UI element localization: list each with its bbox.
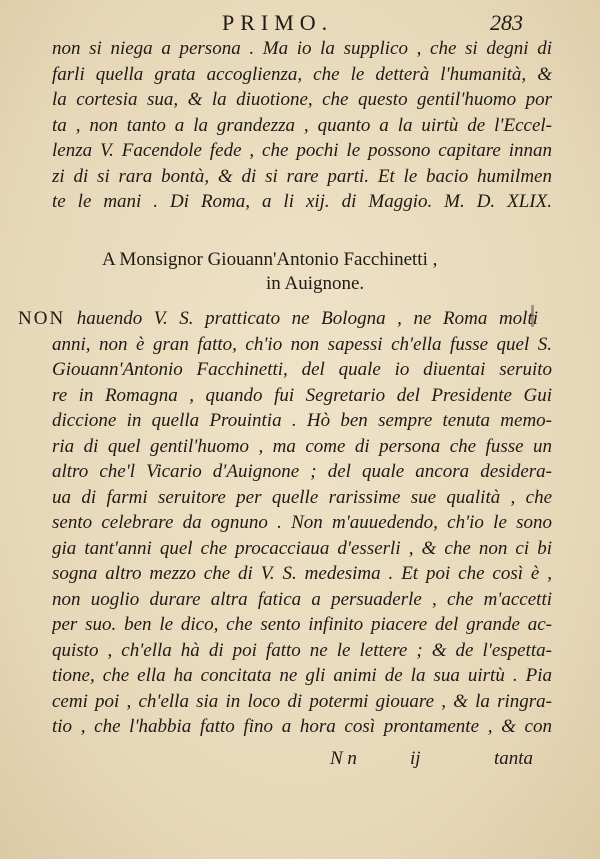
text-line: zi di si rara bontà, & di si rare parti. Et le bacio humilmen <box>52 165 552 187</box>
previous-letter-end <box>52 36 552 215</box>
text-line: anni, non è gran fatto, ch'io non sapessi ch'ella fusse quel S. <box>52 333 552 355</box>
signature-number: ij <box>410 748 421 769</box>
text-line: per suo. ben le dico, che sento infinito piacere del grande ac- <box>52 614 552 635</box>
text-line: ta , non tanto a la grandezza , quanto a la uirtù de l'Eccel- <box>52 114 552 136</box>
text-line: gia tant'anni quel che procacciaua d'esserli , & che non ci bi <box>52 537 552 559</box>
letter-opening-word: NON <box>18 308 66 329</box>
text-line: ua di farmi seruitore per quelle rarissime sue qualità , che <box>52 486 552 508</box>
letter-heading <box>0 248 600 296</box>
text-line: tione, che ella ha concitata ne gli animi de la sua uirtù . Pia <box>52 665 552 686</box>
heading-place: in Auignone. <box>266 273 365 294</box>
text-line: re in Romagna , quando fui Segretario del Presidente Gui <box>52 384 552 406</box>
text-line: non uoglio durare altra fatica a persuaderle , che m'accetti <box>52 588 552 610</box>
text-line: Giouann'Antonio Facchinetti, del quale io diuentai seruito <box>52 359 552 380</box>
text-line: ria di quel gentil'huomo , ma come di persona che fusse un <box>52 435 552 457</box>
text-line: tio , che l'habbia fatto fino a hora così prontamente , & con <box>52 716 552 737</box>
text-line: lenza V. Facendole fede , che pochi le possono capitare innan <box>52 140 552 161</box>
text-line: diccione in quella Prouintia . Hò ben sempre tenuta memo- <box>52 410 552 431</box>
letter-body <box>18 306 538 332</box>
signature-mark: N n <box>330 748 357 769</box>
text-line: farli quella grata accoglienza, che le detterà l'humanità, & <box>52 63 552 85</box>
text-line: altro che'l Vicario d'Auignone ; del quale ancora desidera- <box>52 461 552 482</box>
text-line: cemi poi , ch'ella sia in loco di potermi giouare , & la ringra- <box>52 690 552 712</box>
text-line: sento celebrare da ognuno . Non m'auuedendo, ch'io le sono <box>52 512 552 533</box>
text-line: non si niega a persona . Ma io la supplico , che si degni di <box>52 38 552 59</box>
page-number: 283 <box>490 10 523 35</box>
text-line: sogna altro mezzo che di V. S. medesima . Et poi che così è , <box>52 563 552 584</box>
catchword: tanta <box>494 748 534 769</box>
heading-addressee: A Monsignor Giouann'Antonio Facchinetti , <box>102 249 438 270</box>
text-line: la cortesia sua, & la diuotione, che questo gentil'huomo por <box>52 89 552 110</box>
text-line-first <box>18 306 538 332</box>
running-title: PRIMO. <box>222 10 334 35</box>
text-line: quisto , ch'ella hà di poi fatto ne le lettere ; & de l'espetta- <box>52 639 552 661</box>
text-line: te le mani . Di Roma, a li xij. di Maggio. M. D. XLIX. <box>52 191 552 212</box>
text-line-content: hauendo V. S. pratticato ne Bologna , ne Roma molti <box>76 308 538 329</box>
letter-body-continued <box>52 332 552 740</box>
